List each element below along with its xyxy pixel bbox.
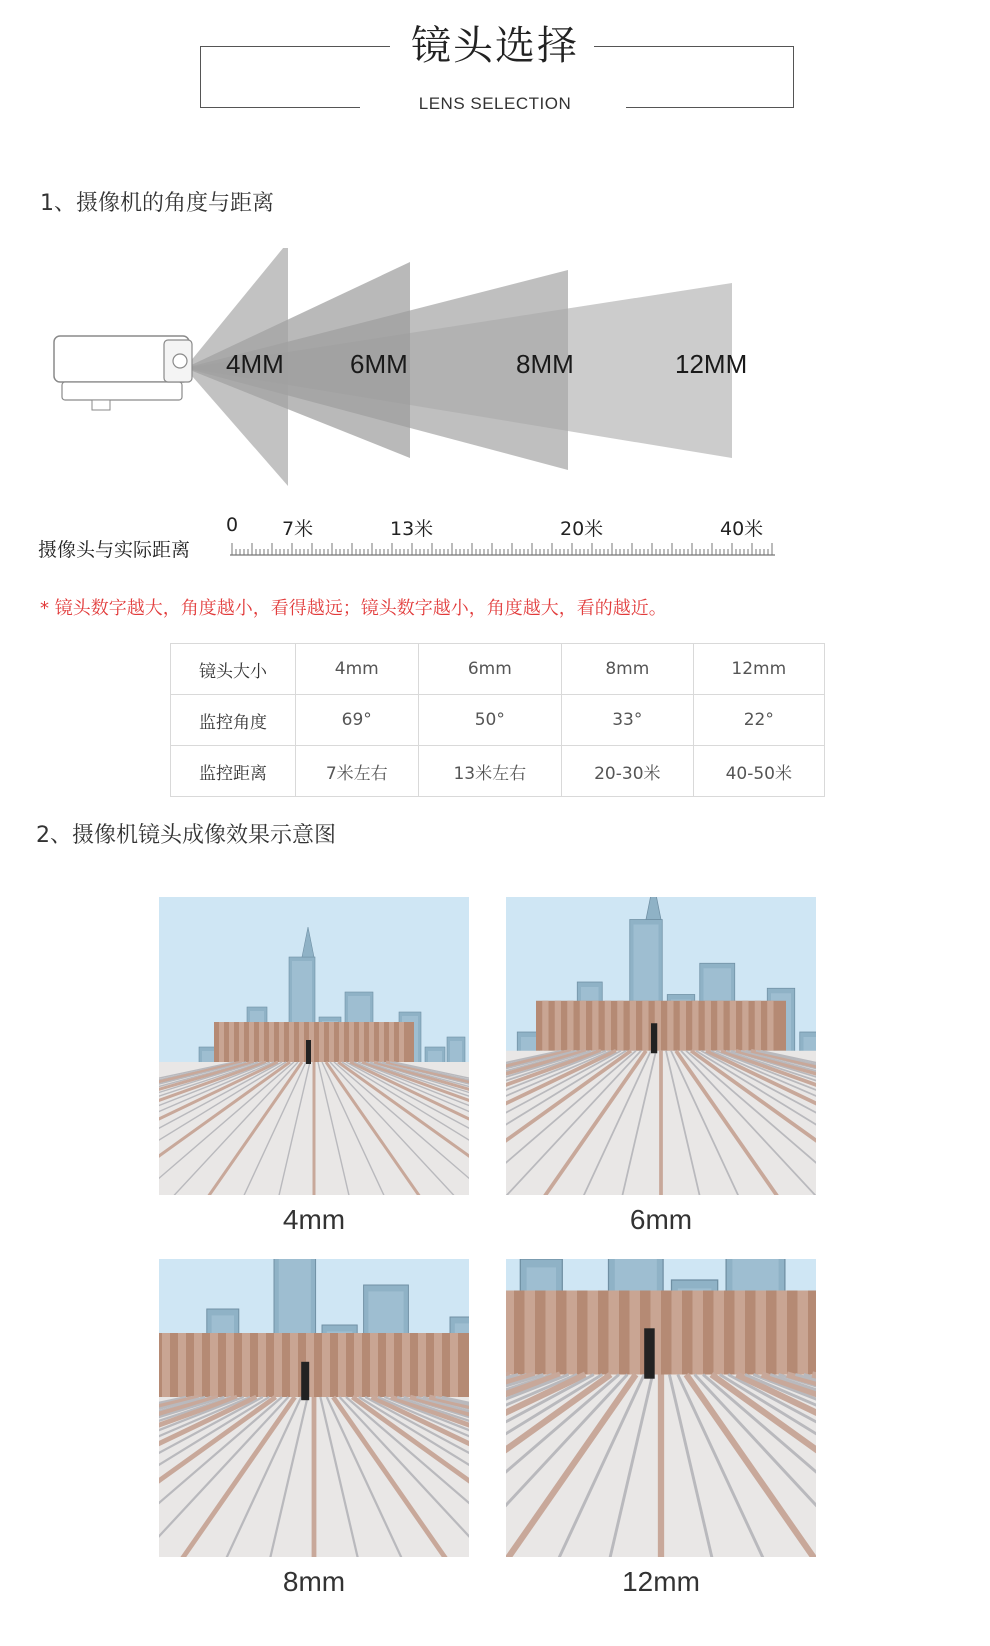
sample-photo-6mm: [506, 897, 816, 1195]
caption-6mm: 6mm: [629, 1204, 693, 1235]
table-cell: 12mm: [693, 644, 824, 695]
table-row: [171, 746, 825, 797]
table-cell: 监控距离: [171, 746, 296, 797]
table-cell: 50°: [418, 695, 562, 746]
table-cell: 13米左右: [418, 746, 562, 797]
lens-label-12mm: 12MM: [675, 349, 748, 379]
sample-photo-8mm: [159, 1259, 469, 1557]
lens-spec-table: [170, 643, 825, 797]
caption-4mm: 4mm: [282, 1204, 346, 1235]
table-row: [171, 644, 825, 695]
ruler-title: 摄像头与实际距离: [38, 539, 191, 561]
table-cell: 40-50米: [693, 746, 824, 797]
table-cell: 监控角度: [171, 695, 296, 746]
ruler-mark-13m: 13米: [390, 518, 434, 540]
table-cell: 镜头大小: [171, 644, 296, 695]
sample-photo-12mm: [506, 1259, 816, 1557]
table-cell: 4mm: [296, 644, 419, 695]
caption-8mm: 8mm: [282, 1566, 346, 1597]
table-cell: 7米左右: [296, 746, 419, 797]
page-subtitle: LENS SELECTION: [418, 94, 572, 113]
ruler-mark-40m: 40米: [720, 518, 764, 540]
lens-label-8mm: 8MM: [516, 349, 574, 379]
ruler-mark-7m: 7米: [282, 518, 314, 540]
table-cell: 20-30米: [562, 746, 693, 797]
lens-label-6mm: 6MM: [350, 349, 408, 379]
camera-icon: [54, 336, 192, 410]
table-cell: 22°: [693, 695, 824, 746]
table-cell: 8mm: [562, 644, 693, 695]
table-cell: 6mm: [418, 644, 562, 695]
caption-12mm: 12mm: [622, 1566, 700, 1597]
lens-label-4mm: 4MM: [226, 349, 284, 379]
table-cell: 33°: [562, 695, 693, 746]
sample-photo-4mm: [159, 897, 469, 1195]
ruler-mark-20m: 20米: [560, 518, 604, 540]
table-cell: 69°: [296, 695, 419, 746]
section-heading-angle-distance: 1、摄像机的角度与距离: [40, 191, 274, 216]
ruler-mark-0: 0: [226, 514, 239, 536]
lens-coverage-diagram: [40, 248, 800, 518]
page-title: 镜头选择: [411, 23, 579, 69]
section-heading-imaging-effect: 2、摄像机镜头成像效果示意图: [36, 823, 336, 848]
lens-note: * 镜头数字越大，角度越小，看得越远；镜头数字越小，角度越大，看的越近。: [40, 598, 667, 619]
table-row: [171, 695, 825, 746]
